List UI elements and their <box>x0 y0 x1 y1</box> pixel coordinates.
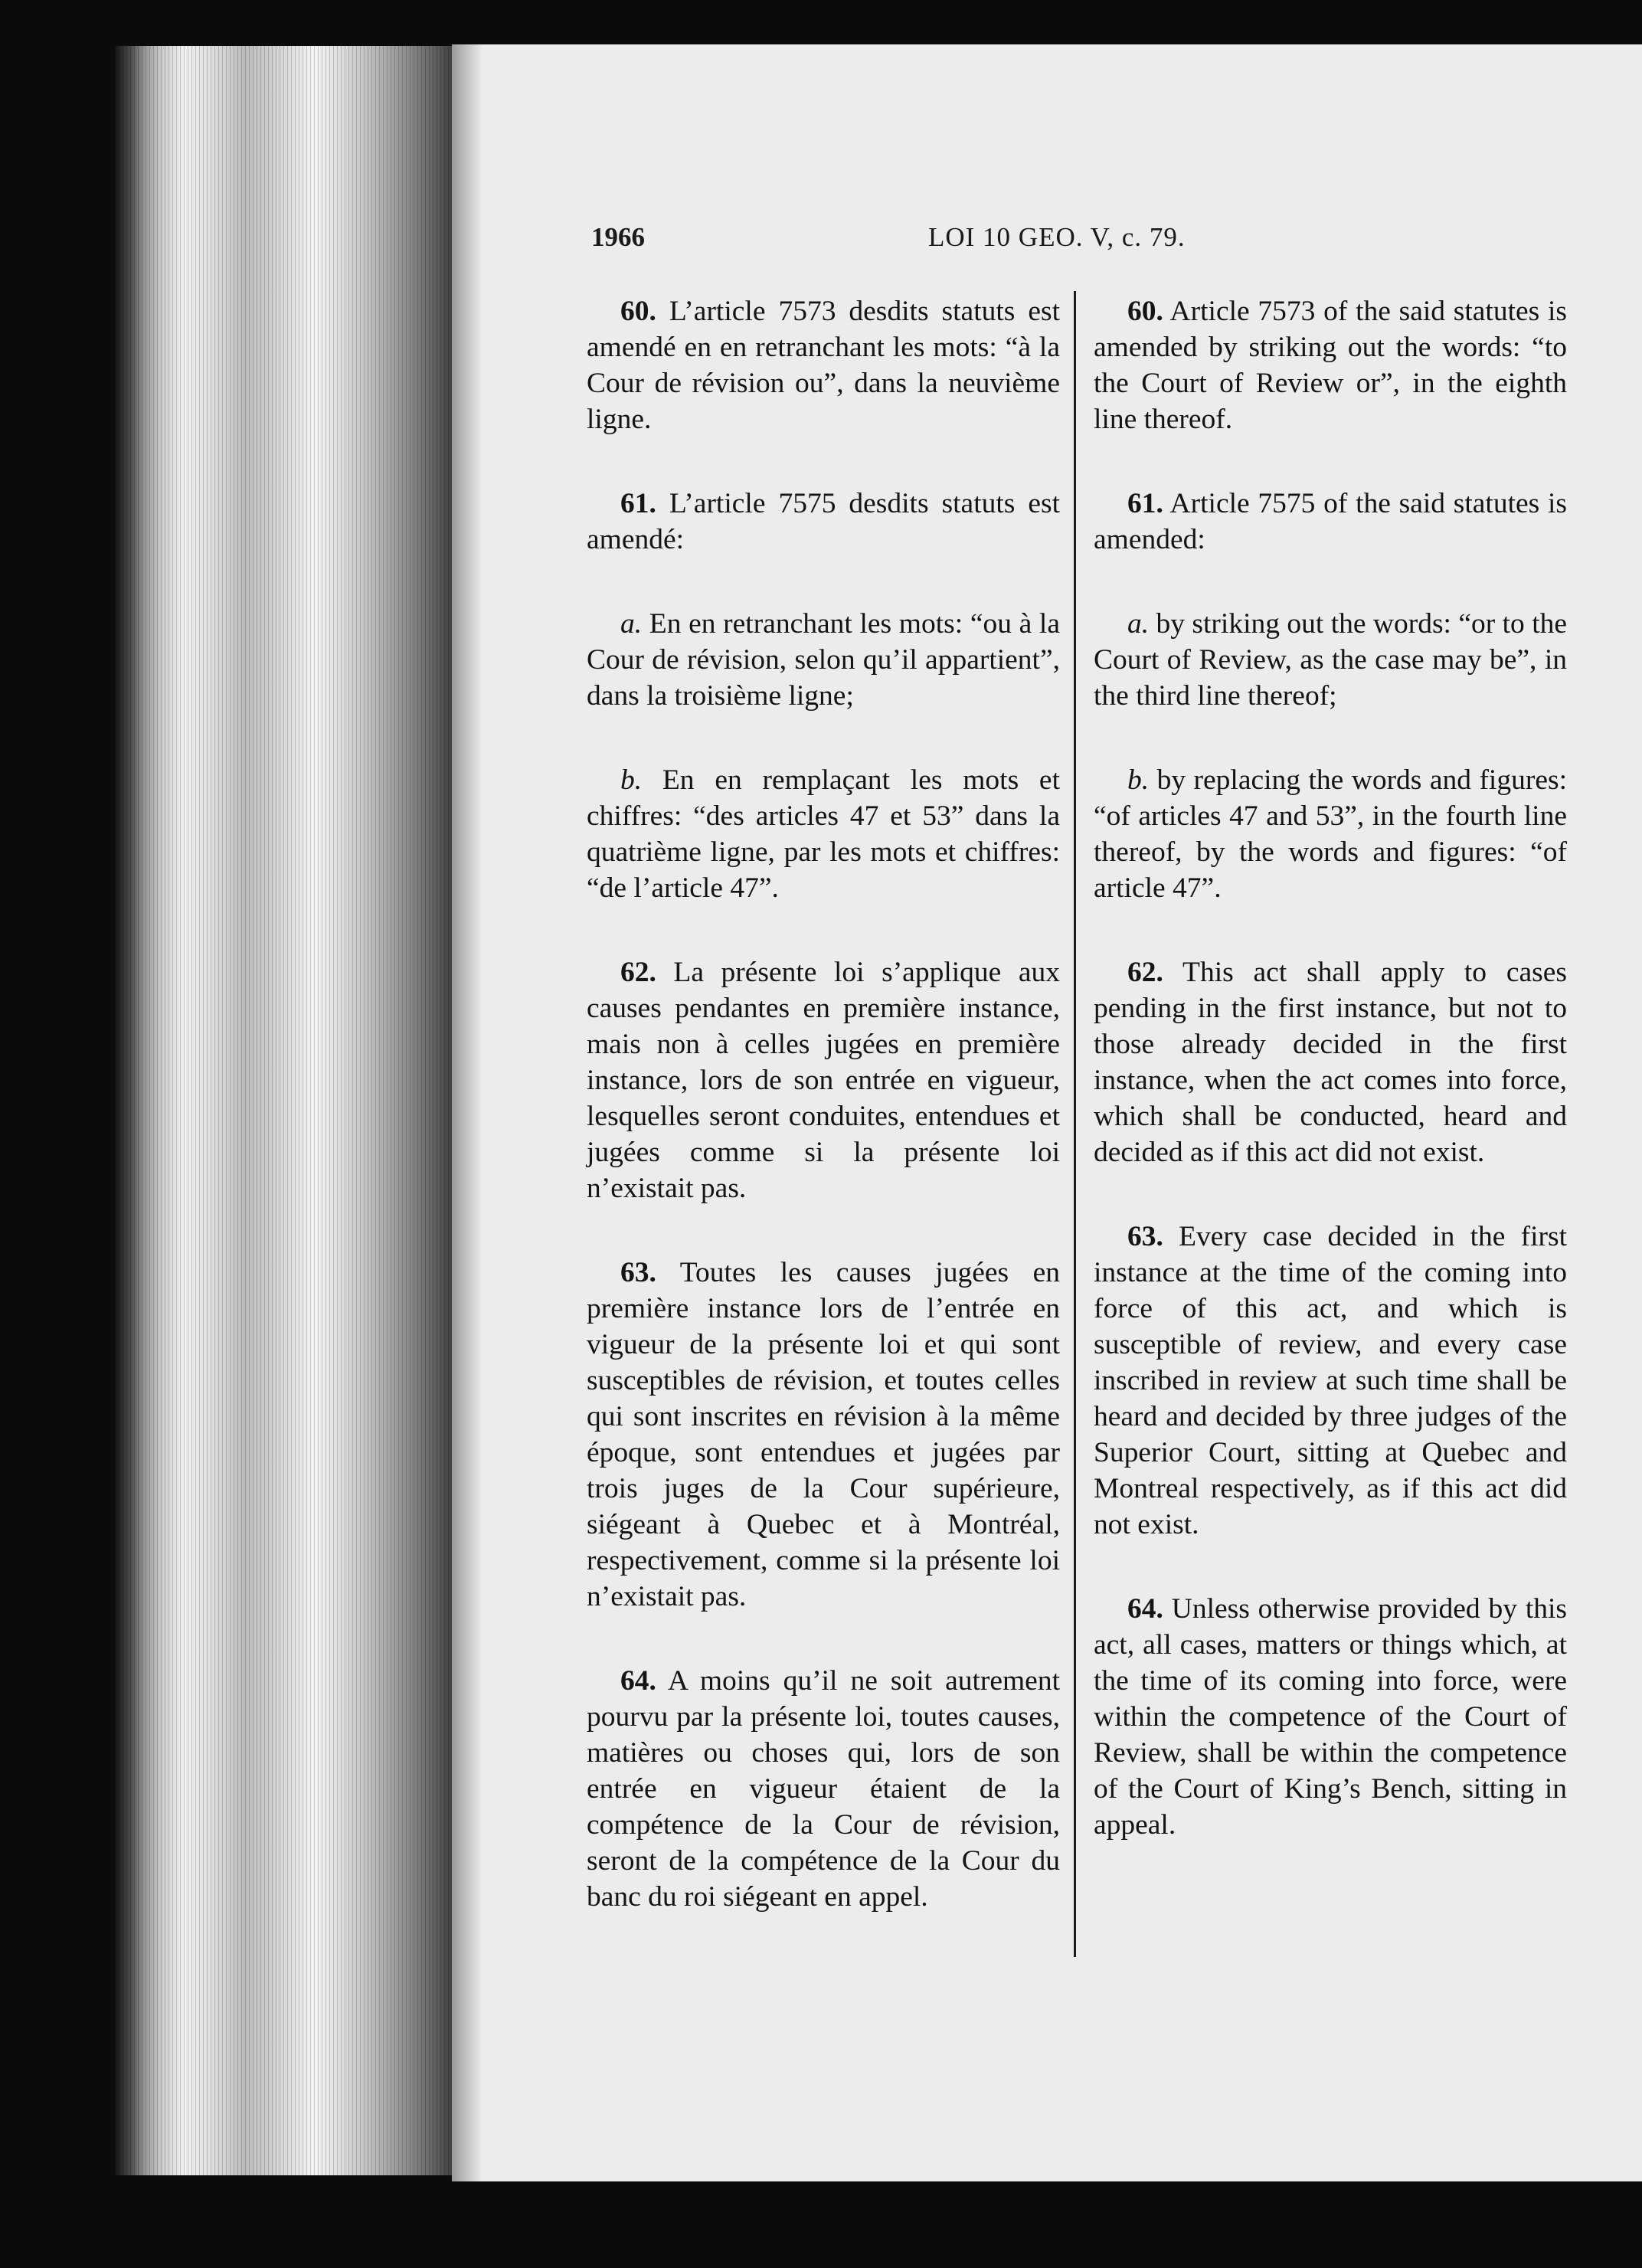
page-gutter-shadow <box>452 44 482 2181</box>
page-header <box>591 222 1617 253</box>
subsection-letter: a. <box>1127 608 1150 640</box>
section-text: L’article 7573 desdits statuts est amendé en en retranchant les mots: “à la Cour de révision ou”, dans la neuvième ligne. <box>587 296 1060 435</box>
section-60-en <box>1094 293 1567 437</box>
section-number: 61. <box>1127 488 1163 519</box>
section-text: A moins qu’il ne soit autrement pourvu par la présente loi, toutes causes, matières ou choses qui, lors de son entrée en vigueur étaient de la compétence de la Cour de révision, seront de la compétence de la Cour du banc du roi siégeant en appel. <box>587 1665 1060 1913</box>
section-61a-fr <box>587 606 1060 714</box>
section-number: 60. <box>1127 296 1163 327</box>
subsection-letter: b. <box>620 764 643 796</box>
section-text: Toutes les causes jugées en première instance lors de l’entrée en vigueur de la présente loi et qui sont susceptibles de révision, et toutes celles qui sont inscrites en révision à la même époque, sont entendues et jugées par trois juges de la Cour supérieure, siégeant à Quebec et à Montréal, respectivement, comme si la présente loi n’existait pas. <box>587 1257 1061 1612</box>
section-text: En en remplaçant les mots et chiffres: “des articles 47 et 53” dans la quatrième ligne, par les mots et chiffres: “de l’article 47”. <box>587 764 1060 904</box>
section-number: 64. <box>1127 1593 1163 1625</box>
section-text: by striking out the words: “or to the Court of Review, as the case may be”, in the third line thereof; <box>1094 608 1568 712</box>
book-page-edges <box>115 46 456 2175</box>
section-number: 63. <box>1127 1221 1163 1252</box>
section-61b-en <box>1094 762 1567 906</box>
english-column <box>1094 293 1567 1843</box>
column-divider <box>1074 291 1076 1957</box>
section-61a-en <box>1094 606 1567 714</box>
section-text: This act shall apply to cases pending in the first instance, but not to those already decided in the first instance, when the act comes into force, which shall be conducted, heard and decided as if this act did not exist. <box>1094 957 1567 1168</box>
section-64-en <box>1094 1591 1567 1843</box>
section-text: by replacing the words and figures: “of articles 47 and 53”, in the fourth line thereof, by the words and figures: “of article 47”. <box>1094 764 1567 904</box>
section-61-en <box>1094 486 1567 558</box>
section-number: 62. <box>1127 957 1163 988</box>
section-text: La présente loi s’applique aux causes pendantes en première instance, mais non à celles jugées en première instance, lors de son entrée en vigueur, lesquelles seront conduites, entendues et jugées comme si la présente loi n’existait pas. <box>587 957 1060 1204</box>
section-61-fr <box>587 486 1060 558</box>
section-number: 63. <box>620 1257 656 1288</box>
section-number: 60. <box>620 296 656 327</box>
section-text: Unless otherwise provided by this act, all cases, matters or things which, at the time of its coming into force, were within the competence of the Court of Review, shall be within the competence of the Court of King’s Bench, sitting in appeal. <box>1094 1593 1567 1841</box>
section-text: Article 7573 of the said statutes is amended by striking out the words: “to the Court of Review or”, in the eighth line thereof. <box>1094 296 1567 435</box>
section-number: 62. <box>620 957 656 988</box>
subsection-letter: b. <box>1127 764 1150 796</box>
section-text: Every case decided in the first instance at the time of the coming into force of this act, and which is susceptible of review, and every case inscribed in review at such time shall be heard and decided by three judges of the Superior Court, sitting at Quebec and Montreal respectively, as if this act did not exist. <box>1094 1221 1568 1540</box>
section-62-en <box>1094 954 1567 1170</box>
section-60-fr <box>587 293 1060 437</box>
section-63-fr <box>587 1255 1060 1615</box>
section-61b-fr <box>587 762 1060 906</box>
section-62-fr <box>587 954 1060 1206</box>
section-63-en <box>1094 1219 1567 1543</box>
page-number: 1966 <box>591 222 645 252</box>
running-head: LOI 10 GEO. V, c. 79. <box>928 222 1186 252</box>
section-text: En en retranchant les mots: “ou à la Cour de révision, selon qu’il appartient”, dans la troisième ligne; <box>587 608 1060 712</box>
subsection-letter: a. <box>620 608 643 640</box>
french-column <box>587 293 1060 1915</box>
section-text: L’article 7575 desdits statuts est amendé: <box>587 488 1060 555</box>
section-number: 64. <box>620 1665 656 1697</box>
section-64-fr <box>587 1663 1060 1915</box>
section-number: 61. <box>620 488 656 519</box>
section-text: Article 7575 of the said statutes is amended: <box>1094 488 1567 555</box>
